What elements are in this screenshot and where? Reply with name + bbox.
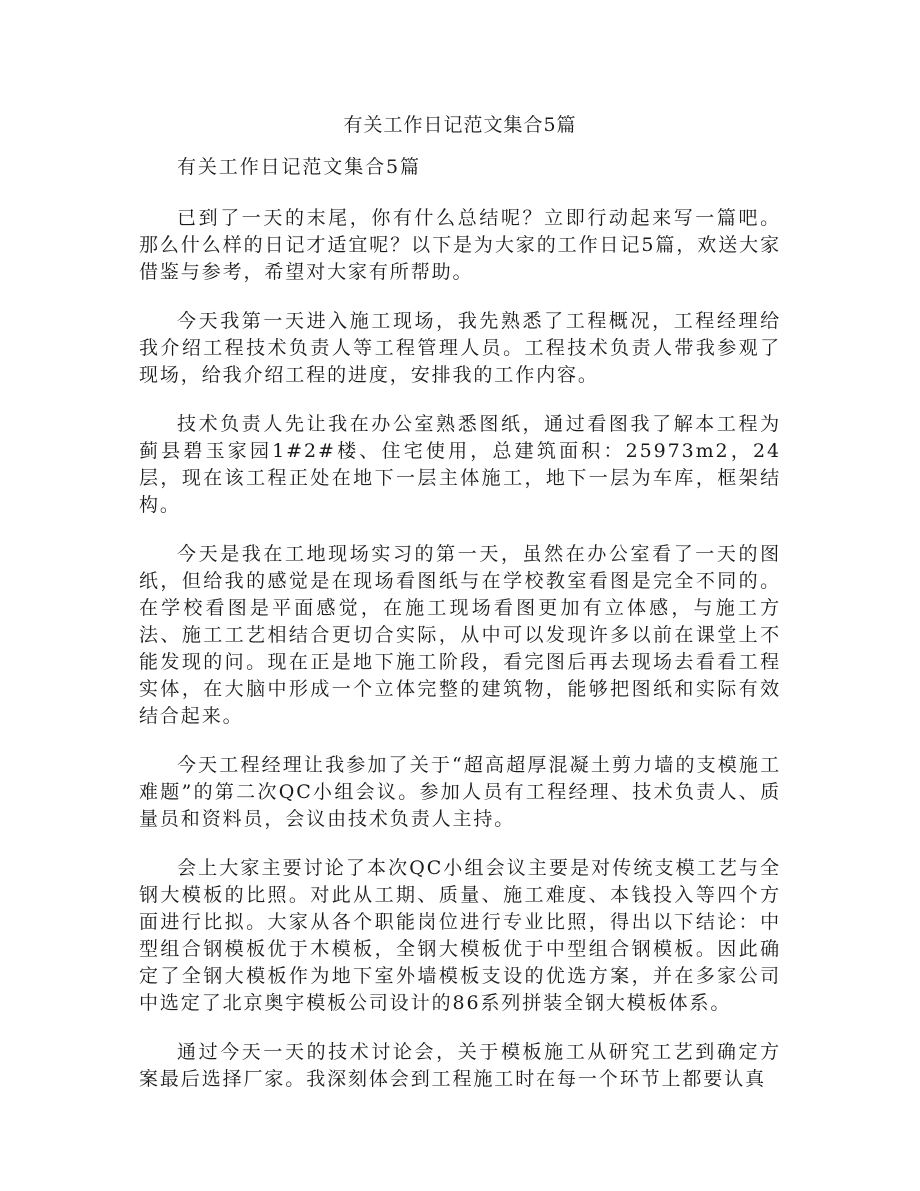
paragraph: 今天工程经理让我参加了关于“超高超厚混凝土剪力墙的支模施工难题”的第二次QC小组会议。参加人员有工程经理、技术负责人、质量员和资料员，会议由技术负责人主持。 (139, 754, 781, 830)
paragraph: 今天是我在工地现场实习的第一天，虽然在办公室看了一天的图纸，但给我的感觉是在现场看图纸与在学校教室看图是完全不同的。在学校看图是平面感觉，在施工现场看图更加有立体感，与施工方法、施工工艺相结合更切合实际，从中可以发现许多以前在课堂上不能发现的问。现在正是地下施工阶段，看完图后再去现场去看看工程实体，在大脑中形成一个立体完整的建筑物，能够把图纸和实际有效结合起来。 (139, 543, 781, 727)
paragraph: 通过今天一天的技术讨论会，关于模板施工从研究工艺到确定方案最后选择厂家。我深刻体会到工程施工时在每一个环节上都要认真 (139, 1041, 781, 1090)
document-body (139, 154, 781, 1115)
paragraph-subtitle: 有关工作日记范文集合5篇 (177, 156, 421, 178)
paragraph-intro: 已到了一天的末尾，你有什么总结呢？立即行动起来写一篇吧。那么什么样的日记才适宜呢？以下是为大家的工作日记5篇，欢送大家借鉴与参考，希望对大家有所帮助。 (139, 207, 781, 283)
paragraph: 技术负责人先让我在办公室熟悉图纸，通过看图我了解本工程为蓟县碧玉家园1#2#楼、住宅使用，总建筑面积：25973m2，24层，现在该工程正处在地下一层主体施工，地下一层为车库，框架结构。 (139, 413, 781, 516)
paragraph: 今天我第一天进入施工现场，我先熟悉了工程概况，工程经理给我介绍工程技术负责人等工程管理人员。工程技术负责人带我参观了现场，给我介绍工程的进度，安排我的工作内容。 (139, 310, 781, 386)
paragraph: 会上大家主要讨论了本次QC小组会议主要是对传统支模工艺与全钢大模板的比照。对此从工期、质量、施工难度、本钱投入等四个方面进行比拟。大家从各个职能岗位进行专业比照，得出以下结论：中型组合钢模板优于木模板，全钢大模板优于中型组合钢模板。因此确定了全钢大模板作为地下室外墙模板支设的优选方案，并在多家公司中选定了北京奥宇模板公司设计的86系列拼装全钢大模板体系。 (139, 857, 781, 1014)
document-title: 有关工作日记范文集合5篇 (343, 114, 577, 136)
